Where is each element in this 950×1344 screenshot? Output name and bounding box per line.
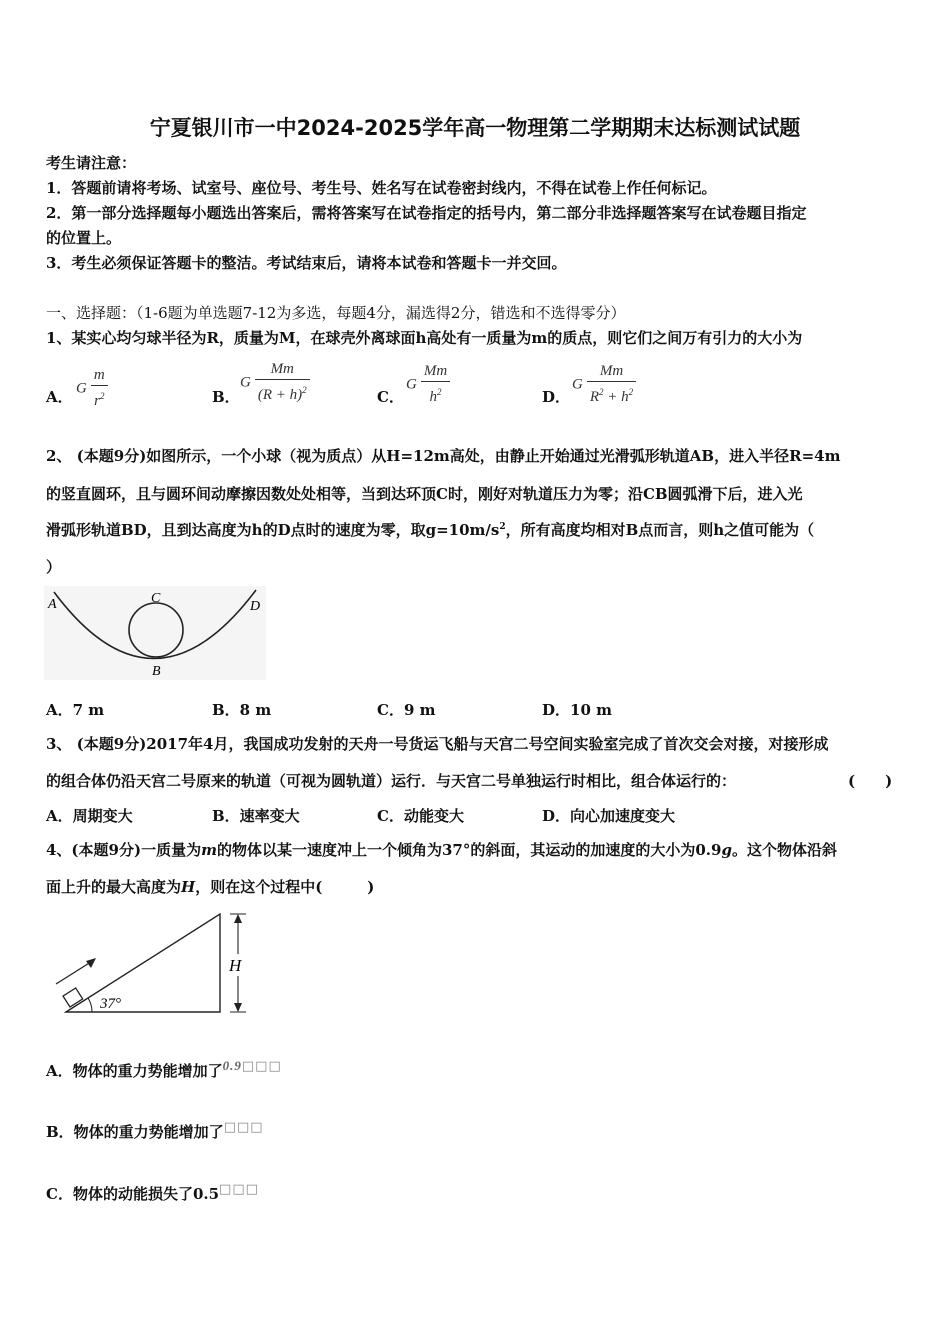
q2-label-c: C	[151, 591, 161, 606]
q1-option-a-label: A．	[46, 388, 73, 406]
q2-label-d: D	[250, 599, 261, 614]
q4-angle-arc	[88, 998, 92, 1012]
q4-height-arrow-bottom	[234, 1003, 242, 1012]
q2-line-3: 滑弧形轨道BD，且到达高度为h的D点时的速度为零，取$g=10m/s^2$，所有高度均相对B点而言，则h之值可能为（	[46, 521, 815, 539]
q2-option-a: A．7 m	[46, 701, 105, 719]
q1-option-d-formula: G $\frac{Mm}{R^2 + h^2}$	[572, 362, 636, 408]
q3-answer-paren: ( )	[848, 772, 893, 790]
q2-line-4: ）	[46, 558, 62, 576]
q4-height-label: H	[229, 956, 242, 975]
q2-label-b: B	[152, 664, 161, 679]
notice-item-2-cont: 的位置上。	[46, 229, 122, 247]
q4-block	[63, 988, 83, 1007]
q4-line-1: 4、(本题9分)一质量为m的物体以某一速度冲上一个倾角为37°的斜面，其运动的加速度的大小为0.9g。这个物体沿斜	[46, 841, 837, 859]
q3-option-b: B．速率变大	[212, 807, 300, 825]
q2-line-1: 2、 (本题9分)如图所示，一个小球（视为质点）从H=12m高处，由静止开始通过光滑弧形轨道AB，进入半径R=4m	[46, 447, 841, 465]
page-title: 宁夏银川市一中2024-2025学年高一物理第二学期期末达标测试试题	[149, 116, 801, 140]
q4-height-arrow-top	[234, 914, 242, 923]
q4-option-b: B．物体的重力势能增加了□□□	[46, 1120, 264, 1141]
q3-option-c: C．动能变大	[377, 807, 464, 825]
q4-arrow-head	[86, 958, 96, 968]
q1-stem: 1、某实心均匀球半径为R，质量为M，在球壳外离球面h高处有一质量为m的质点，则它们之间万有引力的大小为	[46, 329, 803, 347]
q2-option-c: C．9 m	[377, 701, 436, 719]
notice-item-1: 1．答题前请将考场、试室号、座位号、考生号、姓名写在试卷密封线内，不得在试卷上作任何标记。	[46, 179, 717, 197]
q4-line-2: 面上升的最大高度为H，则在这个过程中( )	[46, 878, 375, 896]
q4-option-a: A．物体的重力势能增加了0.9□□□	[46, 1058, 282, 1080]
q1-option-c-label: C．	[377, 388, 404, 406]
q2-option-d: D．10 m	[542, 701, 612, 719]
section-heading: 一、选择题：（1-6题为单选题7-12为多选，每题4分，漏选得2分，错选和不选得零分）	[46, 304, 626, 322]
q3-option-d: D．向心加速度变大	[542, 807, 676, 825]
q2-label-a: A	[48, 597, 57, 612]
q2-option-b: B．8 m	[212, 701, 272, 719]
q4-option-c: C．物体的动能损失了0.5□□□	[46, 1182, 259, 1203]
notice-heading: 考生请注意：	[46, 154, 137, 172]
q3-line-1: 3、 (本题9分)2017年4月，我国成功发射的天舟一号货运飞船与天宫二号空间实验室完成了首次交会对接，对接形成	[46, 735, 829, 753]
q1-option-b-formula: G $\frac{Mm}{(R + h)^2}$	[240, 360, 310, 406]
q2-line-2: 的竖直圆环，且与圆环间动摩擦因数处处相等，当到达环顶C时，刚好对轨道压力为零；沿CB圆弧滑下后，进入光	[46, 485, 803, 503]
notice-item-3: 3．考生必须保证答题卡的整洁。考试结束后，请将本试卷和答题卡一并交回。	[46, 254, 567, 272]
notice-item-2: 2．第一部分选择题每小题选出答案后，需将答案写在试卷指定的括号内，第二部分非选择题答案写在试卷题目指定	[46, 204, 807, 222]
q3-line-2: 的组合体仍沿天宫二号原来的轨道（可视为圆轨道）运行．与天宫二号单独运行时相比，组合体运行的：	[46, 772, 737, 790]
q4-incline-figure	[50, 910, 260, 1016]
q1-option-a-formula: G $\frac{m}{r^2}$	[76, 366, 108, 412]
q1-option-b-label: B．	[212, 388, 240, 406]
q2-track-figure	[44, 586, 266, 680]
q3-option-a: A．周期变大	[46, 807, 133, 825]
q1-option-c-formula: G $\frac{Mm}{h^2}$	[406, 362, 450, 408]
q4-angle-label: 37°	[100, 996, 121, 1012]
q1-option-d-label: D．	[542, 388, 571, 406]
